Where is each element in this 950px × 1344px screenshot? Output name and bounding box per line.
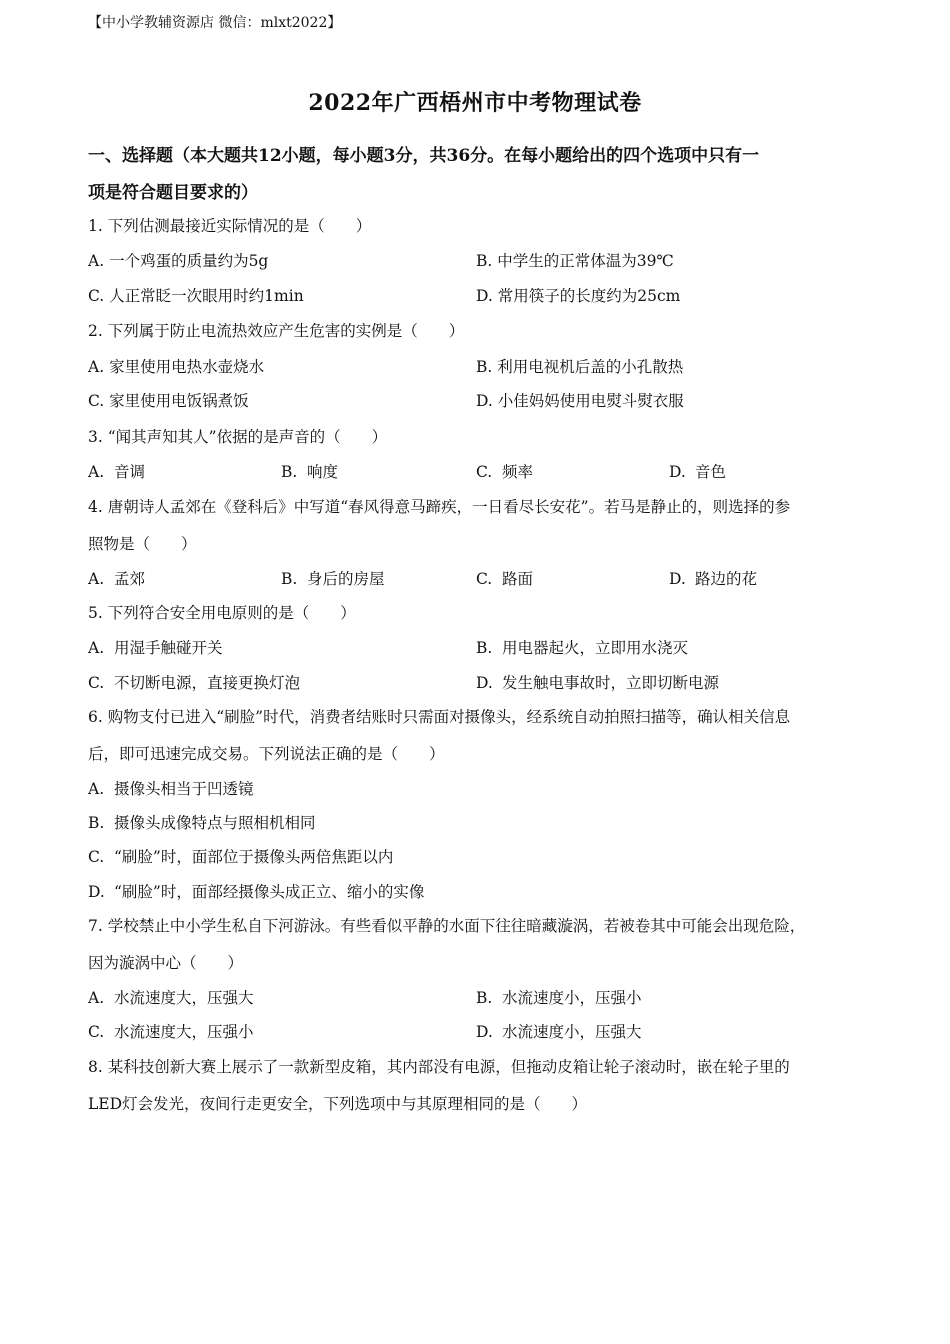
question-6-option-b: B. 摄像头成像特点与照相机相同	[88, 814, 316, 832]
question-6-option-a: A. 摄像头相当于凹透镜	[88, 780, 254, 798]
question-2-stem: 2. 下列属于防止电流热效应产生危害的实例是（ ）	[88, 322, 465, 340]
question-1-stem: 1. 下列估测最接近实际情况的是（ ）	[88, 217, 372, 235]
question-1-option-c: C. 人正常眨一次眼用时约1min	[88, 287, 304, 305]
question-2-option-a: A. 家里使用电热水壶烧水	[88, 358, 265, 376]
question-8-stem-line-2: LED灯会发光，夜间行走更安全，下列选项中与其原理相同的是（ ）	[88, 1095, 588, 1113]
question-1-option-a: A. 一个鸡蛋的质量约为5g	[88, 252, 269, 270]
question-7-option-c: C. 水流速度大，压强小	[88, 1023, 254, 1041]
question-7-option-b: B. 水流速度小，压强小	[476, 989, 642, 1007]
question-3-option-b: B. 响度	[281, 463, 339, 481]
question-4-option-c: C. 路面	[476, 570, 534, 588]
question-6-stem-line-1: 6. 购物支付已进入“刷脸”时代，消费者结账时只需面对摄像头，经系统自动拍照扫描等，确认相关信息	[88, 708, 791, 726]
question-1-option-d: D. 常用筷子的长度约为25cm	[476, 287, 681, 305]
question-4-option-d: D. 路边的花	[669, 570, 758, 588]
question-2-option-b: B. 利用电视机后盖的小孔散热	[476, 358, 684, 376]
question-4-stem-line-1: 4. 唐朝诗人孟郊在《登科后》中写道“春风得意马蹄疾，一日看尽长安花”。若马是静止的，则选择的参	[88, 498, 791, 516]
question-3-option-c: C. 频率	[476, 463, 534, 481]
section-heading-line-2: 项是符合题目要求的）	[88, 183, 258, 203]
question-5-stem: 5. 下列符合安全用电原则的是（ ）	[88, 604, 356, 622]
question-4-option-b: B. 身后的房屋	[281, 570, 385, 588]
question-5-option-a: A. 用湿手触碰开关	[88, 639, 223, 657]
question-3-option-d: D. 音色	[669, 463, 727, 481]
question-1-option-b: B. 中学生的正常体温为39℃	[476, 252, 674, 270]
question-6-option-d: D. “刷脸”时，面部经摄像头成正立、缩小的实像	[88, 883, 425, 901]
header-note: 【中小学教辅资源店 微信：mlxt2022】	[88, 15, 342, 31]
question-7-option-d: D. 水流速度小，压强大	[476, 1023, 642, 1041]
question-5-option-b: B. 用电器起火，立即用水浇灭	[476, 639, 689, 657]
question-3-option-a: A. 音调	[88, 463, 146, 481]
section-heading-line-1: 一、选择题（本大题共12小题，每小题3分，共36分。在每小题给出的四个选项中只有一	[88, 146, 760, 166]
question-5-option-d: D. 发生触电事故时，立即切断电源	[476, 674, 720, 692]
question-7-stem-line-1: 7. 学校禁止中小学生私自下河游泳。有些看似平静的水面下往往暗藏漩涡，若被卷其中可能会出现危险，	[88, 917, 806, 935]
question-2-option-c: C. 家里使用电饭锅煮饭	[88, 392, 249, 410]
question-3-stem: 3. “闻其声知其人”依据的是声音的（ ）	[88, 428, 388, 446]
page-title: 2022年广西梧州市中考物理试卷	[308, 90, 642, 116]
question-5-option-c: C. 不切断电源，直接更换灯泡	[88, 674, 301, 692]
question-6-option-c: C. “刷脸”时，面部位于摄像头两倍焦距以内	[88, 848, 394, 866]
question-7-option-a: A. 水流速度大，压强大	[88, 989, 254, 1007]
question-6-stem-line-2: 后，即可迅速完成交易。下列说法正确的是（ ）	[88, 745, 445, 763]
question-7-stem-line-2: 因为漩涡中心（ ）	[88, 954, 244, 972]
question-2-option-d: D. 小佳妈妈使用电熨斗熨衣服	[476, 392, 684, 410]
question-4-stem-line-2: 照物是（ ）	[88, 535, 197, 553]
question-4-option-a: A. 孟郊	[88, 570, 146, 588]
question-8-stem-line-1: 8. 某科技创新大赛上展示了一款新型皮箱，其内部没有电源，但拖动皮箱让轮子滚动时，嵌在轮子里的	[88, 1058, 790, 1076]
